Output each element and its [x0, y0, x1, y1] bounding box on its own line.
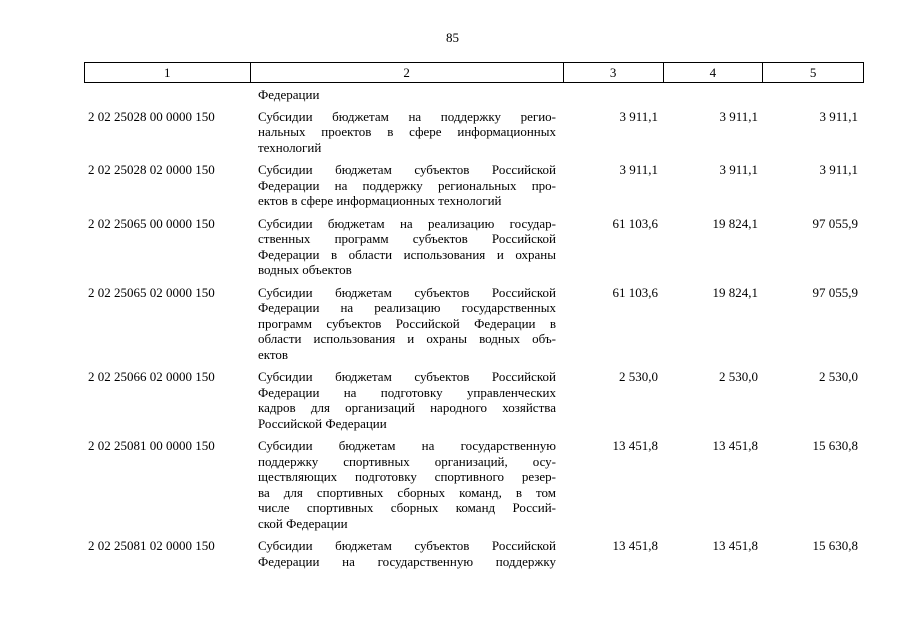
- row-value-col5: 15 630,8: [812, 538, 858, 553]
- description-line: Субсидии бюджетам субъектов Российской: [258, 284, 556, 300]
- description-line: ектов: [258, 346, 289, 362]
- row-value-col5: 15 630,8: [812, 438, 858, 453]
- description-line: программ субъектов Российской Федерации в: [258, 315, 556, 331]
- description-line: Российской Федерации: [258, 415, 387, 431]
- description-line: Субсидии бюджетам субъектов Российской: [258, 162, 556, 177]
- description-line: Федерации в области использования и охраны: [258, 246, 556, 262]
- description-line: ственных программ субъектов Российской: [258, 231, 556, 246]
- row-description: [250, 369, 564, 431]
- row-value-col4: 13 451,8: [712, 538, 758, 553]
- description-line: ектов в сфере информационных технологий: [258, 193, 502, 208]
- table-row: [84, 369, 864, 431]
- row-code: 2 02 25028 00 0000 150: [88, 108, 215, 124]
- row-description: [250, 216, 564, 278]
- row-code: 2 02 25081 02 0000 150: [88, 538, 215, 553]
- row-value-col3: 13 451,8: [612, 438, 658, 453]
- table-body: [84, 87, 864, 576]
- row-value-col4: 13 451,8: [712, 438, 758, 453]
- column-header-3: 3: [564, 63, 664, 82]
- row-value-col3: 3 911,1: [619, 108, 658, 124]
- row-description: [250, 109, 564, 156]
- description-line: области использования и охраны водных объ-: [258, 331, 556, 346]
- row-description: [250, 285, 564, 363]
- row-value-col3: 61 103,6: [612, 215, 658, 231]
- description-line: водных объектов: [258, 262, 352, 277]
- table-row: [84, 285, 864, 363]
- description-line: кадров для организаций народного хозяйства: [258, 400, 556, 415]
- table-row: [84, 109, 864, 156]
- description-line: ской Федерации: [258, 515, 348, 531]
- row-description: [250, 438, 564, 531]
- row-value-col3: 2 530,0: [619, 369, 658, 384]
- row-value-col5: 97 055,9: [812, 215, 858, 231]
- description-line: поддержку спортивных организаций, осу-: [258, 453, 556, 469]
- description-line: ва для спортивных сборных команд, в том: [258, 484, 556, 500]
- row-code: 2 02 25065 02 0000 150: [88, 284, 215, 300]
- column-header-5: 5: [809, 65, 817, 80]
- column-header-2: 2: [251, 63, 564, 82]
- row-value-col5: 3 911,1: [819, 108, 858, 124]
- description-line: Субсидии бюджетам субъектов Российской: [258, 369, 556, 384]
- column-header-4: 4: [664, 63, 764, 82]
- description-line: Субсидии бюджетам субъектов Российской: [258, 538, 556, 553]
- description-line: Субсидии бюджетам на поддержку регио-: [258, 108, 556, 124]
- description-line: Субсидии бюджетам на реализацию государ-: [258, 215, 556, 231]
- row-value-col5: 3 911,1: [819, 162, 858, 177]
- continuation-text: Федерации: [258, 87, 320, 102]
- table-row: [84, 216, 864, 278]
- row-value-col5: 97 055,9: [812, 284, 858, 300]
- row-value-col4: 3 911,1: [719, 108, 758, 124]
- description-line: Субсидии бюджетам на государственную: [258, 438, 556, 453]
- table-row: [84, 438, 864, 531]
- description-line: Федерации на поддержку региональных про-: [258, 177, 556, 193]
- row-value-col3: 3 911,1: [619, 162, 658, 177]
- column-header-1: 1: [85, 63, 251, 82]
- description-line: числе спортивных сборных команд Россий-: [258, 500, 556, 515]
- description-line: ществляющих подготовку спортивного резер-: [258, 469, 556, 484]
- description-line: Федерации на подготовку управленческих: [258, 384, 556, 400]
- table-row: [84, 538, 864, 569]
- row-value-col4: 19 824,1: [712, 215, 758, 231]
- row-description: [250, 162, 564, 209]
- table-header-row: [84, 62, 864, 83]
- row-value-col4: 3 911,1: [719, 162, 758, 177]
- row-value-col3: 61 103,6: [612, 284, 658, 300]
- row-value-col4: 19 824,1: [712, 284, 758, 300]
- row-code: 2 02 25066 02 0000 150: [88, 369, 215, 384]
- row-code: 2 02 25028 02 0000 150: [88, 162, 215, 177]
- description-line: технологий: [258, 139, 322, 155]
- description-line: Федерации на реализацию государственных: [258, 300, 556, 315]
- row-value-col3: 13 451,8: [612, 538, 658, 553]
- continuation-code-cell: [84, 87, 250, 103]
- row-value-col4: 2 530,0: [719, 369, 758, 384]
- row-description: [250, 538, 564, 569]
- description-line: нальных проектов в сфере информационных: [258, 124, 556, 139]
- row-code: 2 02 25081 00 0000 150: [88, 438, 215, 453]
- page-number: 85: [446, 30, 459, 45]
- row-code: 2 02 25065 00 0000 150: [88, 215, 215, 231]
- table-row: [84, 162, 864, 209]
- row-value-col5: 2 530,0: [819, 369, 858, 384]
- continuation-row: [84, 87, 864, 103]
- description-line: Федерации на государственную поддержку: [258, 553, 556, 569]
